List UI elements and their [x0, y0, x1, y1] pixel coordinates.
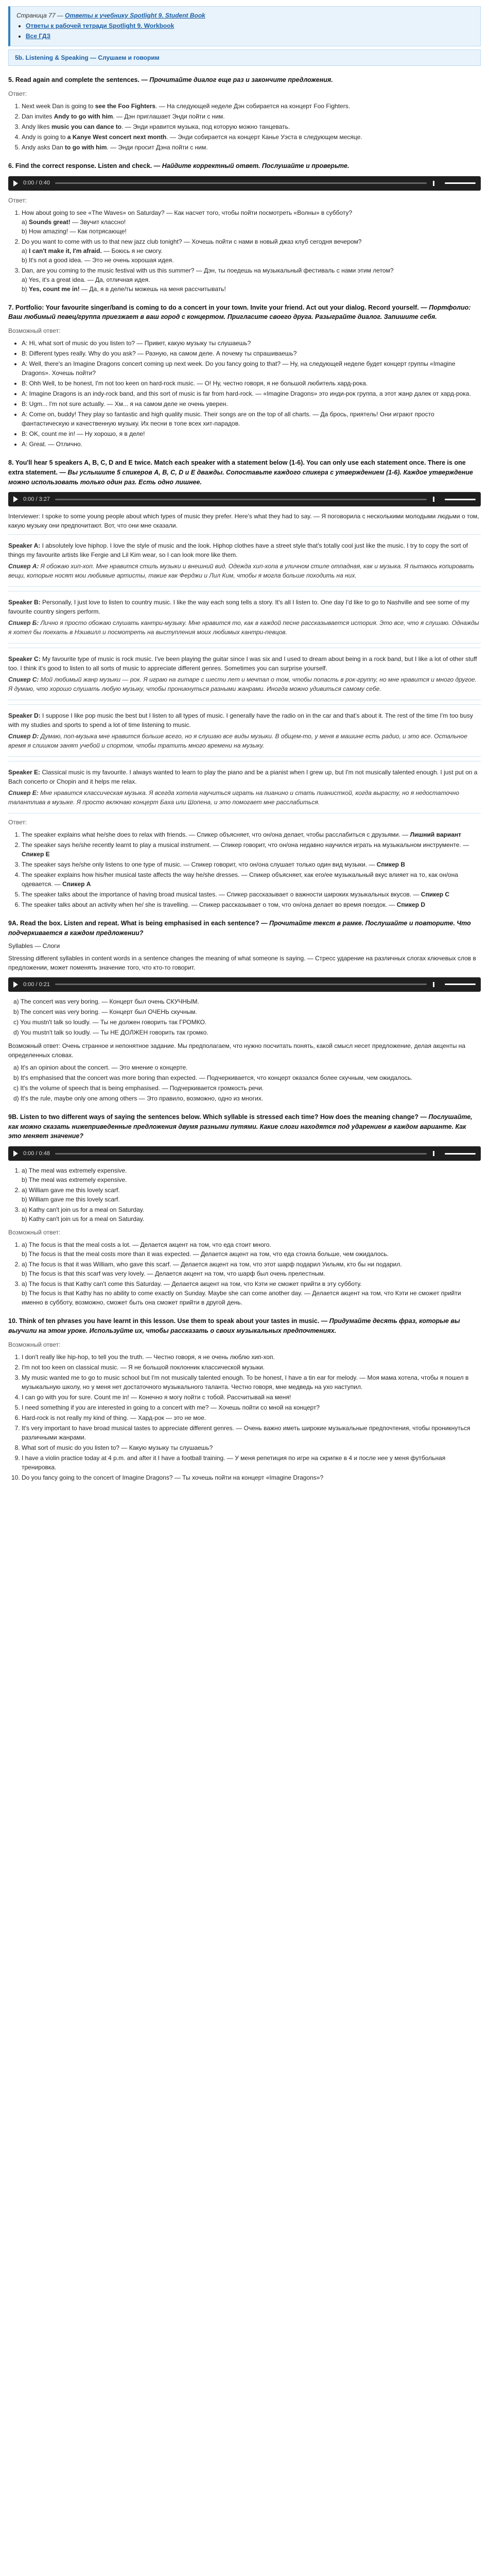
list-item: 10. Do you fancy going to the concert of Imagine Dragons? — Ты хочешь пойти на концерт «Imagine Dragons»?	[22, 1473, 481, 1482]
list-item: 9. I have a violin practice today at 4 p.m. and after it I have a football training. — У меня репетиция по игре на скрипке в 4 и после нее у меня футбольная тренировка.	[22, 1453, 481, 1472]
volume-icon[interactable]	[433, 982, 442, 987]
ex5-list	[8, 101, 481, 152]
list-item: 1. a) The focus is that the meal costs a lot. — Делается акцент на том, что еда стоит много. b) The focus is that the meal costs more than it was expected. — Делается акцент на том, что еда стоила больше, чем ожидалось.	[22, 1240, 481, 1259]
list-item: • A: Hi, what sort of music do you listen to? — Привет, какую музыку ты слушаешь?	[22, 338, 481, 348]
ex8-intro: Interviewer: I spoke to some young people about which types of music they prefer. Here's what they had to say. — Я поговорила с несколькими молодыми людьми о том, какую музыку они предпочитают. Вот, что они мне сказали.	[8, 513, 479, 530]
list-item: • B: Ugm... I'm not sure actually. — Хм... я на самом деле не очень уверен.	[22, 399, 481, 409]
ex8-answers	[8, 830, 481, 909]
page-title: Страница 77 — Ответы к учебнику Spotlight 9. Student Book	[16, 12, 205, 19]
ex9b-title: 9B. Listen to two different ways of saying the sentences below. Which syllable is stressed each time? How does the meaning change? — Послушайте, как можно сказать нижеприведенные предложения двумя разными путями. Какие слоги находятся под ударением в каждом варианте. Как это меняет значение?	[8, 1113, 473, 1140]
ex6-title: 6. Find the correct response. Listen and check. — Найдите корректный ответ. Послушайте и проверьте.	[8, 162, 350, 170]
volume-slider[interactable]	[445, 499, 476, 500]
ex10-answer-label: Возможный ответ:	[8, 1341, 61, 1348]
ex9b-answer-label: Возможный ответ:	[8, 1229, 61, 1236]
speaker-block: Speaker E: Classical music is my favourite. I always wanted to learn to play the piano and be a pianist when I grew up, but I'm not musically talented enough. I just put on a Bach concerto or Chopin and it helps me relax. Спикер Е: Мне нравится классическая музыка. Я всегда хотела научиться играть на пианино и стать пианисткой, когда вырасту, но я недостаточно талантлива в музыке. Я просто включаю концерт Баха или Шопена, и это помогает мне расслабиться.	[8, 761, 481, 814]
list-item: • A: Come on, buddy! They play so fantastic and high quality music. Their songs are on the top of all charts. — Да брось, приятель! Они играют просто фантастическую и качественную музыку. Их песни в топе всех хит-парадов.	[22, 410, 481, 428]
list-item: 7. It's very important to have broad musical tastes to appreciate different genres. — Очень важно иметь широкие музыкальные предпочтения, чтобы проникнуться различными жанрами.	[22, 1423, 481, 1442]
list-item: a) The concert was very boring. — Концерт был очень СКУЧНЫМ.	[13, 997, 199, 1005]
list-item: 4. Andy is going to a Kanye West concert next month. — Энди собирается на концерт Канье Уэста в следующем месяце.	[22, 132, 481, 142]
list-item: 8. What sort of music do you listen to? — Какую музыку ты слушаешь?	[22, 1443, 481, 1452]
list-item: d) You mustn't talk so loudly. — Ты НЕ ДОЛЖЕН говорить так громко.	[13, 1028, 208, 1036]
list-item: c) You mustn't talk so loudly. — Ты не должен говорить так ГРОМКО.	[13, 1018, 207, 1026]
list-item: 3. Andy likes music you can dance to. — Энди нравится музыка, под которую можно танцевать.	[22, 122, 481, 131]
workbook-link[interactable]: Ответы к рабочей тетради Spotlight 9. Workbook	[26, 22, 174, 29]
list-item: b) The concert was very boring. — Концерт был ОЧЕНЬ скучным.	[13, 1008, 197, 1015]
ex9b-answers	[8, 1240, 481, 1307]
student-book-link[interactable]: Ответы к учебнику Spotlight 9. Student Book	[65, 12, 205, 19]
seek-bar[interactable]	[55, 1153, 427, 1155]
list-item: 1. I don't really like hip-hop, to tell you the truth. — Честно говоря, я не очень люблю хип-хоп.	[22, 1352, 481, 1362]
list-item: • A: Well, there's an Imagine Dragons concert coming up next week. Do you fancy going to that? — Ну, на следующей неделе будет концерт группы «Imagine Dragons». Хочешь пойти?	[22, 359, 481, 378]
speaker-block: Speaker B: Personally, I just love to listen to country music. I like the way each song tells a story. It's all I listen to. One day I'd like to go to Nashville and see some of my favourite country singers perform. Спикер Б: Лично я просто обожаю слушать кантри-музыку. Мне нравится то, как в каждой песне рассказывается история. Это все, что я слушаю. Однажды я хотел бы поехать в Нэшвилл и посмотреть на выступления моих любимых кантри-певцов.	[8, 591, 481, 643]
list-item: 5. Andy asks Dan to go with him. — Энди просит Дэна пойти с ним.	[22, 143, 481, 152]
list-item: 4. I can go with you for sure. Count me in! — Конечно я могу пойти с тобой. Рассчитывай на меня!	[22, 1393, 481, 1402]
list-item: 2. I'm not too keen on classical music. — Я не большой поклонник классической музыки.	[22, 1363, 481, 1372]
ex9a-answers	[8, 1063, 481, 1103]
play-icon[interactable]	[13, 180, 18, 187]
ex8-title: 8. You'll hear 5 speakers A, B, C, D and E twice. Match each speaker with a statement below (1-6). You can only use each statement once. There is one extra statement. — Вы услышите 5 спикеров A, B, C, D и E дважды. Сопоставьте каждого спикера с утверждением (1-6). Каждое утверждение можно использовать только один раз. Есть одно лишнее.	[8, 459, 473, 486]
ex9a-items	[8, 997, 481, 1037]
list-item: 2. Dan invites Andy to go with him. — Дэн приглашает Энди пойти с ним.	[22, 112, 481, 121]
audio-player[interactable]	[8, 977, 481, 992]
ex9b-items	[8, 1166, 481, 1224]
list-item: 2. The speaker says he/she recently learnt to play a musical instrument. — Спикер говорит, что он/она недавно научился играть на музыкальном инструменте. — Спикер E	[22, 840, 481, 859]
list-item: 3. a) The focus is that Kathy can't come this Saturday. — Делается акцент на том, что Кэти не сможет прийти в эту субботу. b) The focus is that Kathy has no ability to come exactly on Sunday. Maybe she can come another day. — Делается акцент на том, что Кэти не сможет прийти именно в субботу, возможно, сможет быть она сможет прийти в другой день.	[22, 1279, 481, 1307]
list-item: 3. My music wanted me to go to music school but I'm not musically talented enough. To be honest, I have a tin ear for melody. — Моя мама хотела, чтобы я пошел в музыкальную школу, но у меня нет достаточного музыкального таланта. Честно говоря, мне медведь на ухо наступил.	[22, 1373, 481, 1392]
player-time: 0:00 / 0:21	[23, 981, 50, 988]
speaker-block: Speaker A: I absolutely love hiphop. I love the style of music and the look. Hiphop clothes have a street style that's totally cool just like the music. I try to copy the sort of things my favourite artists like Fergie and Lil Kim wear, so I can look more like them. Спикер А: Я обожаю хип-хоп. Мне нравится стиль музыки и внешний вид. Одежда хип-хопа в уличном стиле отпадная, как и музыка. Я пытаюсь копировать вещи, которые носят мои любимые артисты, такие как Ферджи и Лил Ким, чтобы я могла больше походить на них.	[8, 534, 481, 587]
player-time: 0:00 / 3:27	[23, 496, 50, 502]
list-item: a) It's an opinion about the concert. — Это мнение о концерте.	[13, 1063, 188, 1071]
ex10-list	[8, 1352, 481, 1482]
list-item: 1. a) The meal was extremely expensive. b) The meal was extremely expensive.	[22, 1166, 481, 1184]
list-item: 2. a) William gave me this lovely scarf. b) William gave me this lovely scarf.	[22, 1185, 481, 1204]
volume-icon[interactable]	[433, 497, 442, 502]
list-item: 2. Do you want to come with us to that new jazz club tonight? — Хочешь пойти с нами в новый джаз клуб сегодня вечером? a) I can't make it, I'm afraid. — Боюсь я не смогу. b) It's not a good idea. — Это не очень хорошая идея.	[22, 237, 481, 265]
ex7-answer-label: Возможный ответ:	[8, 327, 61, 334]
list-item: c) It's the volume of speech that is being emphasised. — Подчеркивается громкость речи.	[13, 1084, 264, 1092]
ex7-dialog	[8, 338, 481, 449]
list-item: 3. The speaker says he/she only listens to one type of music. — Спикер говорит, что он/она слушает только один вид музыки. — Спикер B	[22, 860, 481, 869]
player-time: 0:00 / 0:40	[23, 180, 50, 187]
list-item: • B: OK, count me in! — Ну хорошо, я в деле!	[22, 429, 481, 438]
list-item: 4. The speaker explains how his/her musical taste affects the way he/she dresses. — Спикер объясняет, как его/ее музыкальный вкус влияет на то, как он/она одевается. — Спикер A	[22, 870, 481, 889]
ex6-answer-label: Ответ:	[8, 196, 27, 204]
list-item: d) It's the rule, maybe only one among others — Это правило, возможно, одно из многих.	[13, 1094, 264, 1102]
header-links	[16, 21, 474, 41]
ex5-answer-label: Ответ:	[8, 90, 27, 97]
audio-player[interactable]	[8, 492, 481, 506]
seek-bar[interactable]	[55, 499, 427, 500]
audio-player[interactable]	[8, 176, 481, 191]
volume-slider[interactable]	[445, 984, 476, 985]
list-item: 1. Next week Dan is going to see the Foo Fighters. — На следующей неделе Дэн собирается на концерт Foo Fighters.	[22, 101, 481, 111]
topic-title: 5b. Listening & Speaking — Слушаем и говорим	[8, 49, 481, 66]
play-icon[interactable]	[13, 981, 18, 988]
list-item: b) It's emphasised that the concert was more boring than expected. — Подчеркивается, что концерт оказался более скучным, чем ожидалось.	[13, 1074, 413, 1081]
list-item: • B: Ohh Well, to be honest, I'm not too keen on hard-rock music. — О! Ну, честно говоря, я не большой любитель хард-рока.	[22, 379, 481, 388]
list-item: 5. I need something if you are interested in going to a concert with me? — Хочешь пойти со мной на концерт?	[22, 1403, 481, 1412]
speaker-block: Speaker C: My favourite type of music is rock music. I've been playing the guitar since I was six and I used to dream about being in a rock band, but I like a lot of other stuff too. I think it's good to listen to all sorts of music to appreciate different genres. Sometimes you can surprise yourself. Спикер С: Мой любимый жанр музыки — рок. Я играю на гитаре с шести лет и мечтал о том, чтобы попасть в рок-группу, но мне нравится и много другое. Я думаю, что хорошо слушать любую музыку, чтобы проникнуться разными жанрами. Иногда можно удивиться самому себе.	[8, 648, 481, 700]
speaker-block: Speaker D: I suppose I like pop music the best but I listen to all types of music. I generally have the radio on in the car and that's about it. The rest of the time I'm too busy with my studies and sports to spend a lot of time listening to music. Спикер D: Думаю, поп-музыка мне нравится больше всего, но я слушаю все виды музыки. В общем-то, у меня в машине есть радио, и это все. Остальное время я слишком занят учебой и спортом, чтобы тратить много времени на музыку.	[8, 704, 481, 757]
play-icon[interactable]	[13, 1150, 18, 1157]
list-item: 1. The speaker explains what he/she does to relax with friends. — Спикер объясняет, что он/она делает, чтобы расслабиться с друзьями. — Лишний вариант	[22, 830, 481, 839]
ex9a-title: 9A. Read the box. Listen and repeat. What is being emphasised in each sentence? — Прочитайте текст в рамке. Послушайте и повторите. Что подчеркивается в каждом предложении?	[8, 920, 471, 937]
ex8-answer-label: Ответ:	[8, 819, 27, 826]
list-item: 2. a) The focus is that it was William, who gave this scarf. — Делается акцент на том, что этот шарф подарил Уильям, кто бы ни подарил. b) The focus is that this scarf was very lovely. — Делается акцент на том, что шарф был очень прелестным.	[22, 1260, 481, 1278]
play-icon[interactable]	[13, 496, 18, 502]
audio-player[interactable]	[8, 1146, 481, 1161]
list-item: 3. a) Kathy can't join us for a meal on Saturday. b) Kathy can't join us for a meal on Saturday.	[22, 1205, 481, 1224]
volume-slider[interactable]	[445, 182, 476, 184]
all-gdz-link[interactable]: Все ГДЗ	[26, 32, 51, 40]
volume-icon[interactable]	[433, 181, 442, 186]
header-box	[8, 6, 481, 46]
ex6-list	[8, 208, 481, 294]
list-item: 1. How about going to see «The Waves» on Saturday? — Как насчет того, чтобы пойти посмотреть «Волны» в субботу? a) Sounds great! — Звучит классно! b) How amazing! — Как потрясающе!	[22, 208, 481, 236]
ex9a-answer-intro: Возможный ответ: Очень странное и непонятное задание. Мы предполагаем, что нужно посчитать понять, какой смысл несет предложение, делая акценты на определенных словах.	[8, 1042, 466, 1059]
ex9a-box-label: Syllables — Слоги	[8, 942, 60, 950]
player-time: 0:00 / 0:48	[23, 1150, 50, 1157]
ex7-title: 7. Portfolio: Your favourite singer/band is coming to do a concert in your town. Invite your friend. Act out your dialog. Record yourself. — Портфолио: Ваш любимый певец/группа приезжает в ваш город с концертом. Пригласите своего друга. Разыграйте диалог. Запишите себя.	[8, 303, 471, 321]
seek-bar[interactable]	[55, 182, 427, 184]
ex10-title: 10. Think of ten phrases you have learnt in this lesson. Use them to speak about your tastes in music. — Придумайте десять фраз, которые вы выучили на этом уроке. Используйте их, чтобы рассказать о своих музыкальных предпочтениях.	[8, 1317, 460, 1334]
list-item: • B: Different types really. Why do you ask? — Разную, на самом деле. А почему ты спрашиваешь?	[22, 349, 481, 358]
seek-bar[interactable]	[55, 984, 427, 985]
list-item: 6. Hard-rock is not really my kind of thing. — Хард-рок — это не мое.	[22, 1413, 481, 1422]
list-item: 5. The speaker talks about the importance of having broad musical tastes. — Спикер рассказывает о важности широких музыкальных вкусов. — Спикер C	[22, 890, 481, 899]
ex9a-box-text: Stressing different syllables in content words in a sentence changes the meaning of what someone is saying. — Стресс ударение на различных слогах ключевых слов в предложении, может поменять значение того, что кто-то говорит.	[8, 954, 476, 971]
list-item: 6. The speaker talks about an activity when he/ she is travelling. — Спикер рассказывает о том, что он/она делает во время поездок. — Спикер D	[22, 900, 481, 909]
volume-icon[interactable]	[433, 1151, 442, 1156]
volume-slider[interactable]	[445, 1153, 476, 1155]
list-item: • A: Imagine Dragons is an indy-rock band, and this sort of music is far from hard-rock. — «Imagine Dragons» это инди-рок группа, а этот жанр далек от хард-рока.	[22, 389, 481, 398]
list-item: 3. Dan, are you coming to the music festival with us this summer? — Дэн, ты поедешь на музыкальный фестиваль с нами этим летом? a) Yes, it's a great idea. — Да, отличная идея. b) Yes, count me in! — Да, я в деле/ты можешь на меня рассчитывать!	[22, 266, 481, 294]
list-item: • A: Great. — Отлично.	[22, 439, 481, 449]
ex5-title: 5. Read again and complete the sentences. — Прочитайте диалог еще раз и закончите предложения.	[8, 76, 333, 83]
